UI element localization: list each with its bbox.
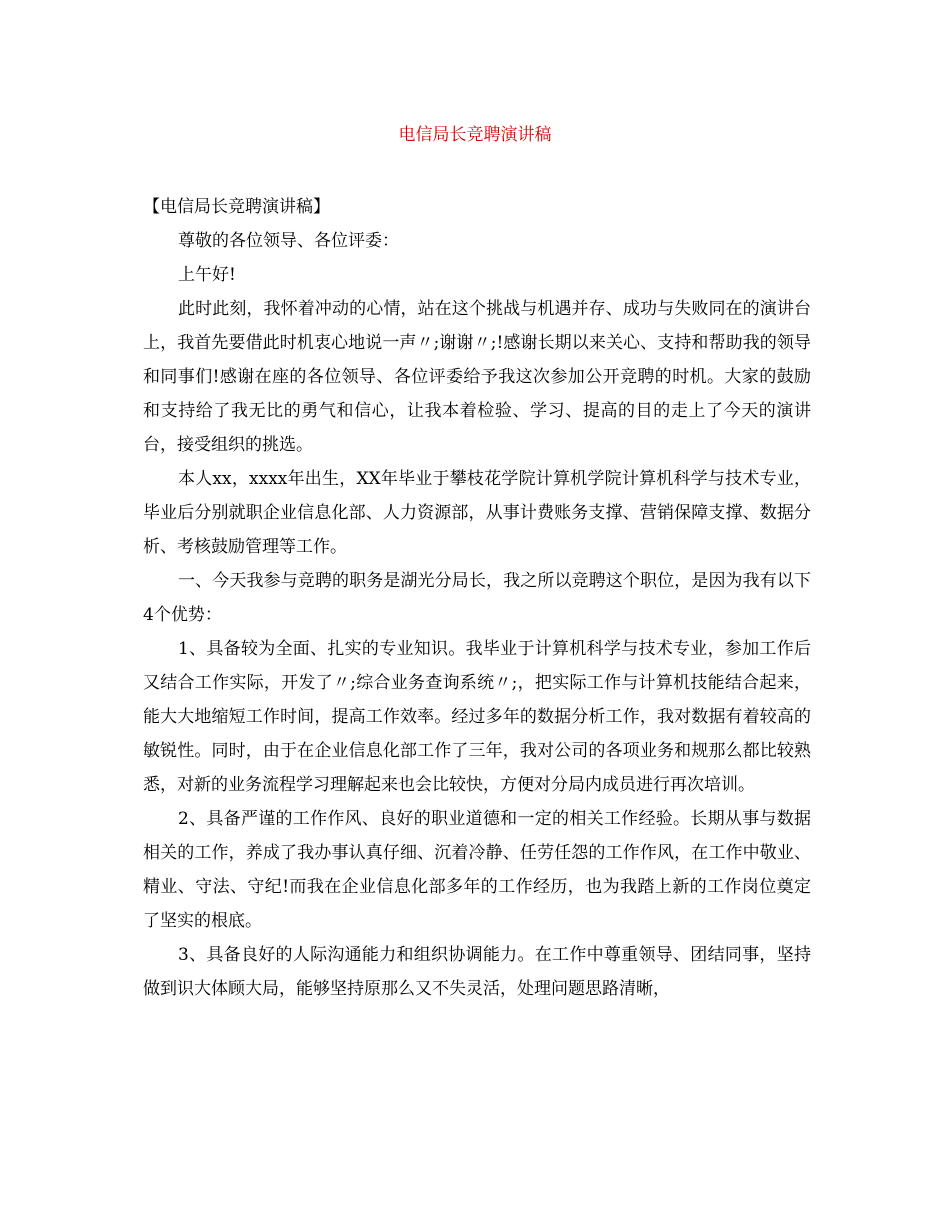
salutation: 上午好! [178, 265, 236, 285]
paragraph-advantage-3: 3、具备良好的人际沟通能力和组织协调能力。在工作中尊重领导、团结同事，坚持做到识大体顾大局，能够坚持原那么又不失灵活，处理问题思路清晰， [143, 945, 811, 999]
paragraph-advantage-2: 2、具备严谨的工作作风、良好的职业道德和一定的相关工作经验。长期从事与数据相关的工作，养成了我办事认真仔细、沉着冷静、任劳任怨的工作作风，在工作中敬业、精业、守法、守纪!而我在企业信息化部多年的工作经历，也为我踏上新的工作岗位奠定了坚实的根底。 [143, 809, 811, 931]
paragraph-introduction: 本人xx，xxxx年出生，XX年毕业于攀枝花学院计算机学院计算机科学与技术专业，毕业后分别就职企业信息化部、人力资源部，从事计费账务支撑、营销保障支撑、数据分析、考核鼓励管理等工作。 [143, 469, 811, 557]
greeting: 尊敬的各位领导、各位评委： [178, 231, 399, 251]
document-title: 电信局长竞聘演讲稿 [398, 125, 552, 145]
paragraph-advantage-1: 1、具备较为全面、扎实的专业知识。我毕业于计算机科学与技术专业，参加工作后又结合工作实际，开发了〃;综合业务查询系统〃;，把实际工作与计算机技能结合起来，能大大地缩短工作时间，提高工作效率。经过多年的数据分析工作，我对数据有着较高的敏锐性。同时，由于在企业信息化部工作了三年，我对公司的各项业务和规那么都比较熟悉，对新的业务流程学习理解起来也会比较快，方便对分局内成员进行再次培训。 [143, 639, 811, 795]
paragraph-opening: 此时此刻，我怀着冲动的心情，站在这个挑战与机遇并存、成功与失败同在的演讲台上，我首先要借此时机衷心地说一声〃;谢谢〃;!感谢长期以来关心、支持和帮助我的领导和同事们!感谢在座的各位领导、各位评委给予我这次参加公开竞聘的时机。大家的鼓励和支持给了我无比的勇气和信心，让我本着检验、学习、提高的目的走上了今天的演讲台，接受组织的挑选。 [143, 299, 811, 455]
paragraph-position: 一、今天我参与竞聘的职务是湖光分局长，我之所以竞聘这个职位，是因为我有以下4个优势： [143, 571, 811, 625]
section-heading: 【电信局长竞聘演讲稿】 [143, 197, 330, 217]
document-body [143, 190, 811, 1006]
